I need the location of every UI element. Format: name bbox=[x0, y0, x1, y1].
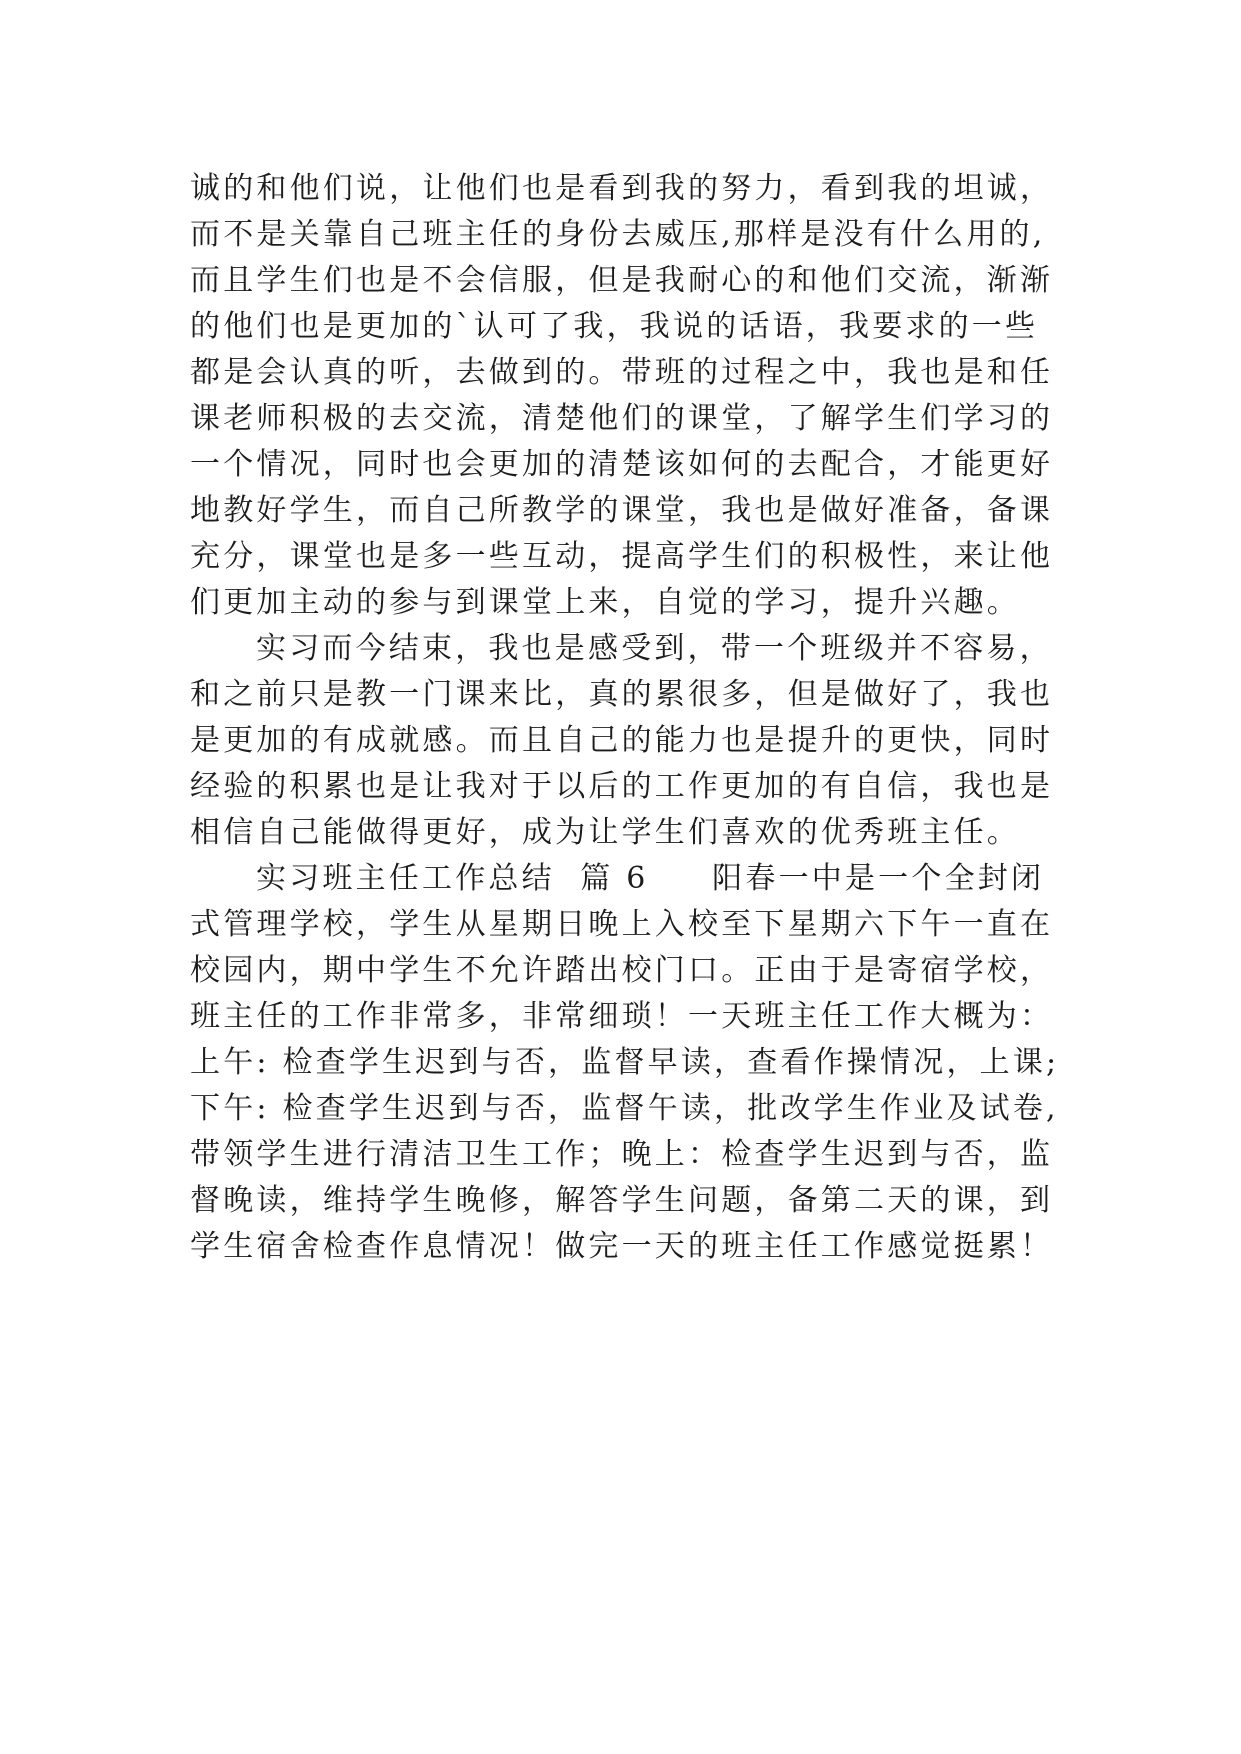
text-line: 带领学生进行清洁卫生工作；晚上：检查学生迟到与否，监 bbox=[190, 1137, 1054, 1172]
text-line: 经验的积累也是让我对于以后的工作更加的有自信，我也是 bbox=[190, 769, 1054, 804]
text-line: 而不是关靠自己班主任的身份去威压,那样是没有什么用的, bbox=[190, 217, 1046, 252]
text-line: 督晚读，维持学生晚修，解答学生问题，备第二天的课，到 bbox=[190, 1183, 1054, 1218]
text-line: 课老师积极的去交流，清楚他们的课堂，了解学生们学习的 bbox=[190, 401, 1054, 436]
text-line: 和之前只是教一门课来比，真的累很多，但是做好了，我也 bbox=[190, 677, 1054, 712]
text-line: 班主任的工作非常多，非常细琐！一天班主任工作大概为： bbox=[190, 999, 1054, 1034]
section-heading-line: 实习班主任工作总结 篇 6 阳春一中是一个全封闭 bbox=[256, 861, 1045, 896]
text-line: 式管理学校，学生从星期日晚上入校至下星期六下午一直在 bbox=[190, 907, 1054, 942]
text-line: 学生宿舍检查作息情况！做完一天的班主任工作感觉挺累！ bbox=[190, 1229, 1054, 1264]
body-text bbox=[190, 166, 1090, 1270]
text-line: 诚的和他们说，让他们也是看到我的努力，看到我的坦诚， bbox=[190, 171, 1054, 206]
text-line: 是更加的有成就感。而且自己的能力也是提升的更快，同时 bbox=[190, 723, 1054, 758]
text-line: 上午: 检查学生迟到与否，监督早读，查看作操情况，上课; bbox=[190, 1045, 1060, 1080]
text-line: 一个情况，同时也会更加的清楚该如何的去配合，才能更好 bbox=[190, 447, 1054, 482]
text-line: 相信自己能做得更好，成为让学生们喜欢的优秀班主任。 bbox=[190, 815, 1020, 850]
paragraph-first-line: 实习而今结束，我也是感受到，带一个班级并不容易， bbox=[256, 631, 1053, 666]
text-line: 充分，课堂也是多一些互动，提高学生们的积极性，来让他 bbox=[190, 539, 1054, 574]
text-line: 都是会认真的听，去做到的。带班的过程之中，我也是和任 bbox=[190, 355, 1054, 390]
text-line: 们更加主动的参与到课堂上来，自觉的学习，提升兴趣。 bbox=[190, 585, 1020, 620]
text-line: 而且学生们也是不会信服，但是我耐心的和他们交流，渐渐 bbox=[190, 263, 1054, 298]
text-line: 的他们也是更加的`认可了我，我说的话语，我要求的一些 bbox=[190, 309, 1039, 344]
text-line: 校园内，期中学生不允许踏出校门口。正由于是寄宿学校， bbox=[190, 953, 1054, 988]
text-line: 地教好学生，而自己所教学的课堂，我也是做好准备，备课 bbox=[190, 493, 1054, 528]
text-line: 下午: 检查学生迟到与否，监督午读，批改学生作业及试卷, bbox=[190, 1091, 1059, 1126]
